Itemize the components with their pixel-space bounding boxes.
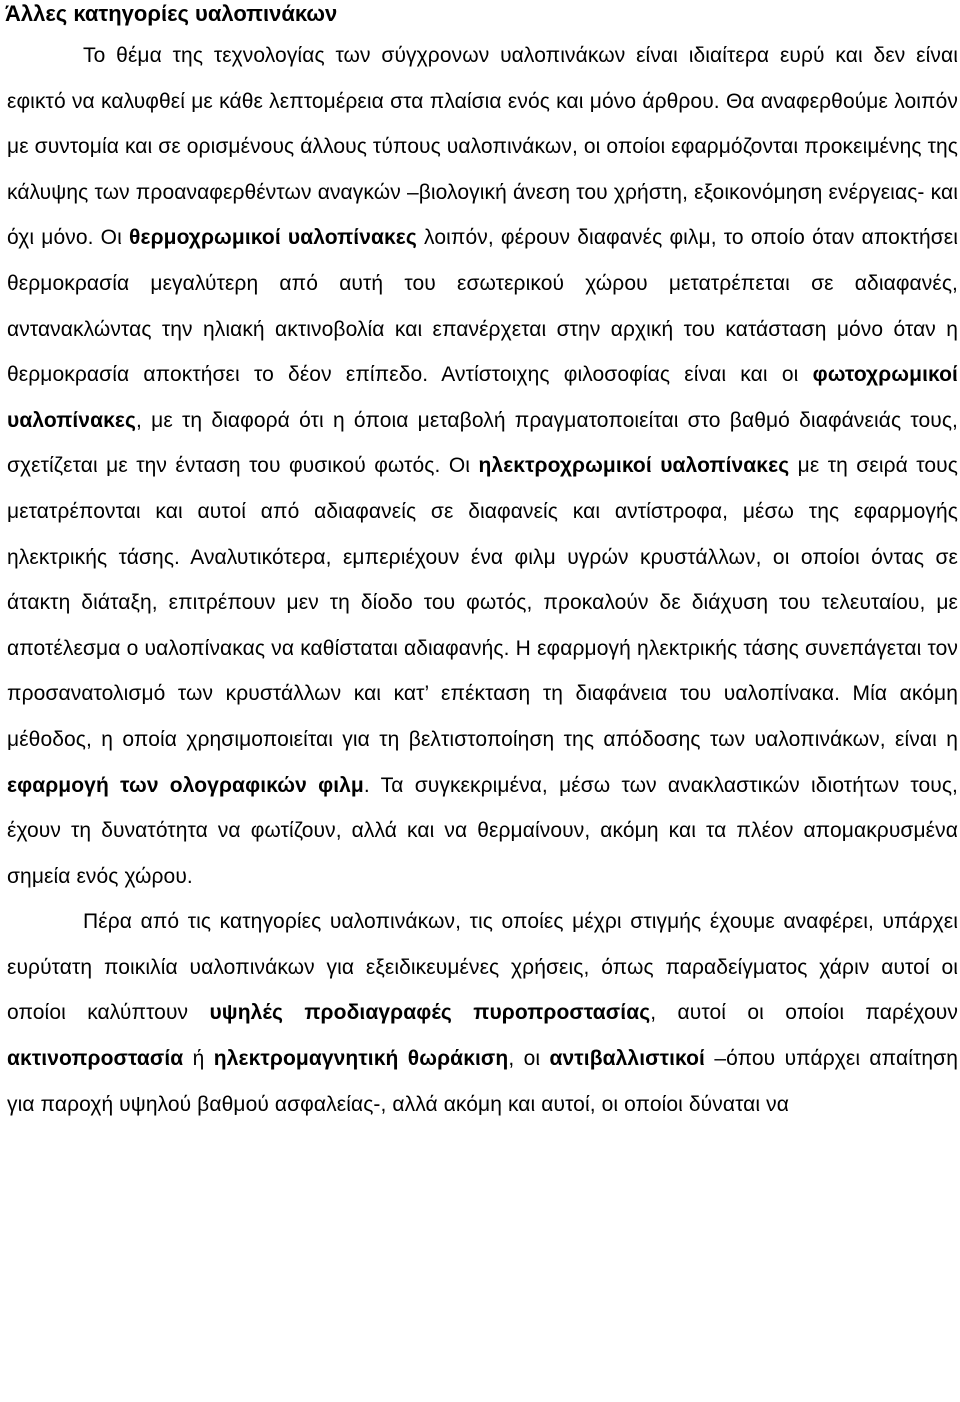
paragraph-text: με τη σειρά τους μετατρέπονται και αυτοί από αδιαφανείς σε διαφανείς και αντίστροφα, μέσω της εφαρμογής ηλεκτρικής τάσης. Αναλυτικότερα, εμπεριέχουν ένα φιλμ υγρών κρυστάλλων, οι οποίοι όντας σε άτακτη διάταξη, επιτρέπουν μεν τη δίοδο του φωτός, προκαλούν δε διάχυση του τελευταίου, με αποτέλεσμα ο υαλοπίνακας να καθίσταται αδιαφανής. Η εφαρμογή ηλεκτρικής τάσης συνεπάγεται τον προσανατολισμό των κρυστάλλων και κατ’ επέκταση τη διαφάνεια του υαλοπίνακα. Μία ακόμη μέθοδος, η οποία χρησιμοποιείται για τη βελτιστοποίηση της απόδοσης των υαλοπινάκων, είναι η [7,454,958,751]
paragraph-text: Το θέμα της τεχνολογίας των σύγχρονων υαλοπινάκων είναι ιδιαίτερα ευρύ και δεν είναι εφικτό να καλυφθεί με κάθε λεπτομέρεια στα πλαίσια ενός και μόνο άρθρου. Θα αναφερθούμε λοιπόν με συντομία και σε ορισμένους άλλους τύπους υαλοπινάκων, οι οποίοι εφαρμόζονται προκειμένης της κάλυψης των προαναφερθέντων αναγκών –βιολογική άνεση του χρήστη, εξοικονόμηση ενέργειας- και όχι μόνο. Οι [7,44,958,250]
term-holographic-film: εφαρμογή των ολογραφικών φιλμ [7,773,364,797]
paragraph-special-glazing [7,899,958,1127]
term-radiation-protection: ακτινοπροστασία [7,1047,184,1071]
paragraph-text: –όπου υπάρχει απαίτηση για παροχή υψηλού βαθμού ασφαλείας-, αλλά ακόμη και αυτοί, οι οποίοι δύναται να [7,1047,958,1116]
section-heading: Άλλες κατηγορίες υαλοπινάκων [5,1,338,26]
paragraph-text: Πέρα από τις κατηγορίες υαλοπινάκων, τις οποίες μέχρι στιγμής έχουμε αναφέρει, υπάρχει ευρύτατη ποικιλία υαλοπινάκων για εξειδικευμένες χρήσεις, όπως παραδείγματος χάριν αυτοί οι οποίοι καλύπτουν [7,910,958,1025]
term-fire-protection: υψηλές προδιαγραφές πυροπροστασίας [209,1001,651,1025]
paragraph-text: λοιπόν, φέρουν διαφανές φιλμ, το οποίο όταν αποκτήσει θερμοκρασία μεγαλύτερη από αυτή του εσωτερικού χώρου μετατρέπεται σε αδιαφανές, αντανακλώντας την ηλιακή ακτινοβολία και επανέρχεται στην αρχική του κατάσταση μόνο όταν η θερμοκρασία αποκτήσει το δέον επίπεδο. Αντίστοιχης φιλοσοφίας είναι και οι [7,226,959,387]
term-thermochromic: θερμοχρωμικοί υαλοπίνακες [129,226,417,250]
term-photochromic: φωτοχρωμικοί υαλοπίνακες [7,363,958,432]
paragraph-text: . Τα συγκεκριμένα, μέσω των ανακλαστικών ιδιοτήτων τους, έχουν τη δυνατότητα να φωτίζουν, αλλά και να θερμαίνουν, ακόμη και τα πλέον απομακρυσμένα σημεία ενός χώρου. [7,773,958,888]
paragraph-text: , αυτοί οι οποίοι παρέχουν [650,1001,958,1025]
paragraph-smart-glazing [7,33,958,899]
term-electrochromic: ηλεκτροχρωμικοί υαλοπίνακες [478,454,790,478]
term-electromagnetic-shielding: ηλεκτρομαγνητική θωράκιση [213,1047,509,1071]
paragraph-text: ή [183,1047,214,1071]
term-bulletproof: αντιβαλλιστικοί [549,1047,705,1071]
paragraph-text: , με τη διαφορά ότι η όποια μεταβολή πραγματοποιείται στο βαθμό διαφάνειάς τους, σχετίζεται με την ένταση του φυσικού φωτός. Οι [7,408,958,478]
paragraph-text: , οι [508,1047,550,1071]
document-page [7,0,958,1127]
